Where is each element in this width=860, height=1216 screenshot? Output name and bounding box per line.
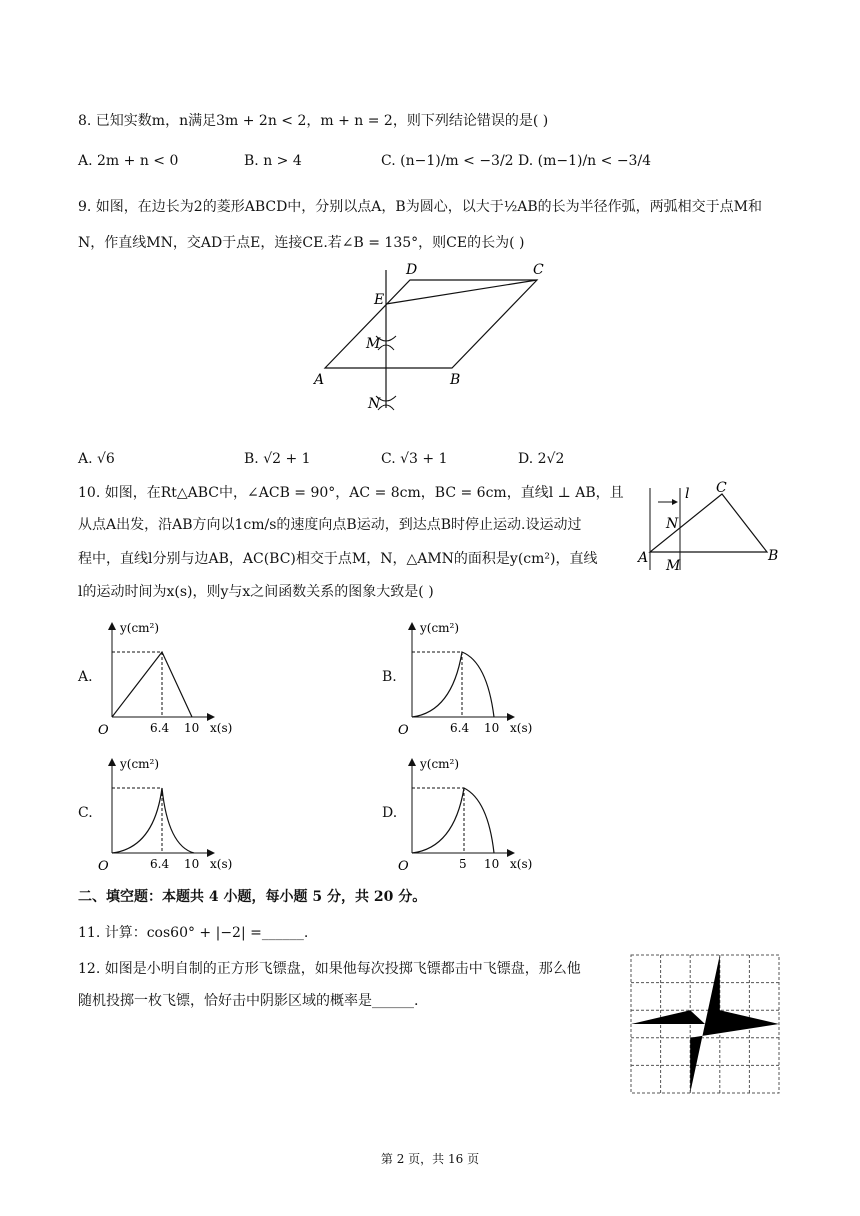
y-arrow-icon: [408, 758, 416, 766]
origin-label: O: [98, 859, 109, 874]
x-label: x(s): [210, 857, 233, 871]
label-c: C: [716, 480, 727, 496]
graph-a-label: A.: [78, 669, 93, 685]
label-l: l: [685, 486, 690, 502]
x-arrow-icon: [207, 713, 215, 721]
curve: [412, 652, 494, 717]
rhombus-abcd: [325, 280, 537, 368]
curve: [112, 788, 194, 853]
end-label: 10: [184, 721, 200, 735]
page-footer: 第 2 页，共 16 页: [380, 1152, 480, 1166]
q9-option-c: C. √3 + 1: [381, 451, 448, 467]
q10-stem-line3: 程中，直线l分别与边AB，AC(BC)相交于点M，N，△AMN的面积是y(cm²)，直线: [78, 551, 598, 567]
q8-stem: 8. 已知实数m，n满足3m + 2n < 2，m + n = 2，则下列结论错误的是( ): [78, 113, 549, 129]
y-arrow-icon: [108, 758, 116, 766]
label-b: B: [768, 548, 779, 564]
q9-stem-line1: 9. 如图，在边长为2的菱形ABCD中，分别以点A，B为圆心，以大于½AB的长为半径作弧，两弧相交于点M和: [78, 199, 763, 215]
shaded-star: [631, 955, 779, 1093]
x-label: x(s): [510, 857, 533, 871]
q10-stem-line2: 从点A出发，沿AB方向以1cm/s的速度向点B运动，到达点B时停止运动.设运动过: [78, 517, 582, 533]
q11-stem: 11. 计算：cos60° + |−2| =______.: [78, 925, 309, 941]
end-label: 10: [484, 721, 500, 735]
graph-b: [392, 612, 542, 742]
segment-ce: [386, 280, 537, 304]
end-label: 10: [484, 857, 500, 871]
label-d: D: [406, 262, 418, 278]
rhombus-figure: [300, 258, 560, 418]
peak-label: 6.4: [150, 721, 170, 735]
q10-stem-line1: 10. 如图，在Rt△ABC中，∠ACB = 90°，AC = 8cm，BC = 6cm，直线l ⊥ AB，且: [78, 485, 624, 501]
label-c: C: [533, 262, 544, 278]
peak-label: 6.4: [450, 721, 470, 735]
origin-label: O: [398, 859, 409, 874]
graph-c-label: C.: [78, 805, 93, 821]
x-label: x(s): [210, 721, 233, 735]
label-b: B: [450, 372, 461, 388]
y-label: y(cm²): [420, 757, 460, 771]
peak-label: 6.4: [150, 857, 170, 871]
y-arrow-icon: [408, 622, 416, 630]
section-title: 二、填空题：本题共 4 小题，每小题 5 分，共 20 分。: [78, 889, 427, 905]
graph-b-label: B.: [382, 669, 397, 685]
label-a: A: [638, 550, 649, 566]
q9-option-a: A. √6: [78, 451, 115, 467]
q8-option-a: A. 2m + n < 0: [78, 153, 179, 169]
q10-stem-line4: l的运动时间为x(s)，则y与x之间函数关系的图象大致是( ): [78, 584, 434, 600]
q12-stem-line1: 12. 如图是小明自制的正方形飞镖盘，如果他每次投掷飞镖都击中飞镖盘，那么他: [78, 961, 581, 977]
arrow-icon: [672, 499, 678, 505]
dartboard-figure: [630, 954, 782, 1096]
y-arrow-icon: [108, 622, 116, 630]
q9-option-d: D. 2√2: [518, 451, 565, 467]
x-arrow-icon: [507, 849, 515, 857]
label-n: N: [368, 396, 381, 412]
graph-c: [92, 748, 242, 878]
curve: [112, 652, 192, 717]
q12-stem-line2: 随机投掷一枚飞镖，恰好击中阴影区域的概率是______.: [78, 993, 419, 1009]
graph-d-label: D.: [382, 805, 398, 821]
x-arrow-icon: [207, 849, 215, 857]
x-label: x(s): [510, 721, 533, 735]
peak-label: 5: [459, 857, 467, 871]
label-e: E: [374, 292, 385, 308]
label-m: M: [666, 558, 681, 574]
y-label: y(cm²): [120, 757, 160, 771]
origin-label: O: [98, 723, 109, 738]
q9-option-b: B. √2 + 1: [244, 451, 311, 467]
label-m: M: [366, 336, 381, 352]
label-n: N: [666, 516, 679, 532]
x-arrow-icon: [507, 713, 515, 721]
y-label: y(cm²): [120, 621, 160, 635]
curve: [412, 788, 494, 853]
q8-option-d: D. (m−1)/n < −3/4: [518, 153, 652, 169]
origin-label: O: [398, 723, 409, 738]
end-label: 10: [184, 857, 200, 871]
graph-d: [392, 748, 542, 878]
label-a: A: [314, 372, 325, 388]
triangle-figure: [630, 480, 785, 580]
q8-option-c: C. (n−1)/m < −3/2: [381, 153, 514, 169]
graph-a: [92, 612, 242, 742]
y-label: y(cm²): [420, 621, 460, 635]
q9-stem-line2: N，作直线MN，交AD于点E，连接CE.若∠B = 135°，则CE的长为( ): [78, 235, 525, 251]
q8-option-b: B. n > 4: [244, 153, 302, 169]
